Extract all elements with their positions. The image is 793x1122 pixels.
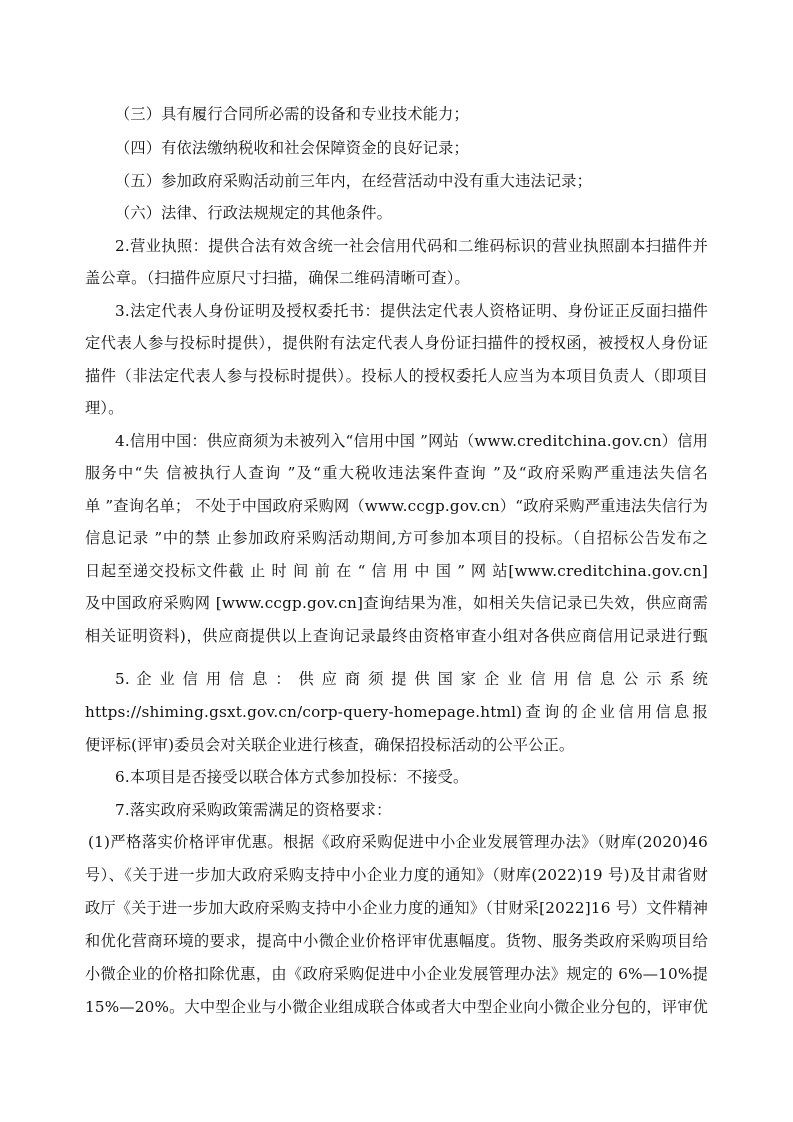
- text-line-15: 日起至递交投标文件截 止 时 间 前 在 “ 信 用 中 国 ” 网 站[www.creditchina.gov.cn]: [85, 562, 708, 580]
- text-line-26: 和优化营商环境的要求，提高中小微企业价格评审优惠幅度。货物、服务类政府采购项目给: [85, 932, 708, 950]
- text-line-12: 服务中“失 信被执行人查询 ”及“重大税收违法案件查询 ”及“政府采购严重违法失信名: [85, 464, 708, 482]
- text-line-17: 相关证明资料)，供应商提供以上查询记录最终由资格审查小组对各供应商信用记录进行甄: [85, 627, 708, 645]
- text-line-4: （六）法律、行政法规规定的其他条件。: [115, 204, 392, 222]
- text-line-21: 6.本项目是否接受以联合体方式参加投标：不接受。: [115, 768, 469, 786]
- text-line-8: 定代表人参与投标时提供），提供附有法定代表人身份证扫描件的授权函，被授权人身份证: [85, 334, 708, 352]
- text-line-11: 4.信用中国：供应商须为未被列入“信用中国 ”网站（www.creditchina.gov.cn）信用: [115, 432, 708, 450]
- text-line-24: 号）、《关于进一步加大政府采购支持中小企业力度的通知》（财库(2022)19 号)及甘肃省财: [85, 866, 708, 884]
- text-line-14: 信息记录 ”中的禁 止参加政府采购活动期间,方可参加本项目的投标。（自招标公告发布之: [85, 529, 708, 547]
- text-line-10: 理）。: [85, 399, 124, 417]
- text-line-22: 7.落实政府采购政策需满足的资格要求：: [115, 801, 392, 819]
- text-line-20: 便评标(评审)委员会对关联企业进行核查，确保招投标活动的公平公正。: [85, 736, 575, 754]
- text-line-5: 2.营业执照：提供合法有效含统一社会信用代码和二维码标识的营业执照副本扫描件并: [115, 237, 708, 255]
- text-line-7: 3.法定代表人身份证明及授权委托书：提供法定代表人资格证明、身份证正反面扫描件: [115, 302, 708, 320]
- text-line-27: 小微企业的价格扣除优惠，由《政府采购促进中小企业发展管理办法》规定的 6%—10%提: [85, 965, 708, 983]
- text-line-2: （四）有依法缴纳税收和社会保障资金的良好记录；: [115, 139, 469, 157]
- text-line-28: 15%—20%。大中型企业与小微企业组成联合体或者大中型企业向小微企业分包的，评审优: [85, 998, 708, 1016]
- text-line-25: 政厅《关于进一步加大政府采购支持中小企业力度的通知》（甘财采[2022]16 号）文件精神: [85, 899, 708, 917]
- text-line-23: (1)严格落实价格评审优惠。根据《政府采购促进中小企业发展管理办法》（财库(2020)46: [88, 833, 708, 851]
- text-line-16: 及中国政府采购网 [www.ccgp.gov.cn]查询结果为准，如相关失信记录已失效，供应商需: [85, 594, 708, 612]
- text-line-19: https://shiming.gsxt.gov.cn/corp-query-homepage.html)查询的企业信用信息报: [85, 703, 708, 721]
- text-line-6: 盖公章。（扫描件应原尺寸扫描，确保二维码清晰可查）。: [85, 269, 470, 287]
- text-line-3: （五）参加政府采购活动前三年内，在经营活动中没有重大违法记录；: [115, 172, 593, 190]
- text-line-9: 描件（非法定代表人参与投标时提供）。投标人的授权委托人应当为本项目负责人（即项目: [85, 367, 708, 385]
- text-line-13: 单 ”查询名单； 不处于中国政府采购网（www.ccgp.gov.cn）“政府采购严重违法失信行为: [85, 497, 708, 515]
- text-line-1: （三）具有履行合同所必需的设备和专业技术能力；: [115, 105, 469, 123]
- text-line-18: 5. 企 业 信 用 信 息 ： 供 应 商 须 提 供 国 家 企 业 信 用 信 息 公 示 系 统: [115, 670, 708, 688]
